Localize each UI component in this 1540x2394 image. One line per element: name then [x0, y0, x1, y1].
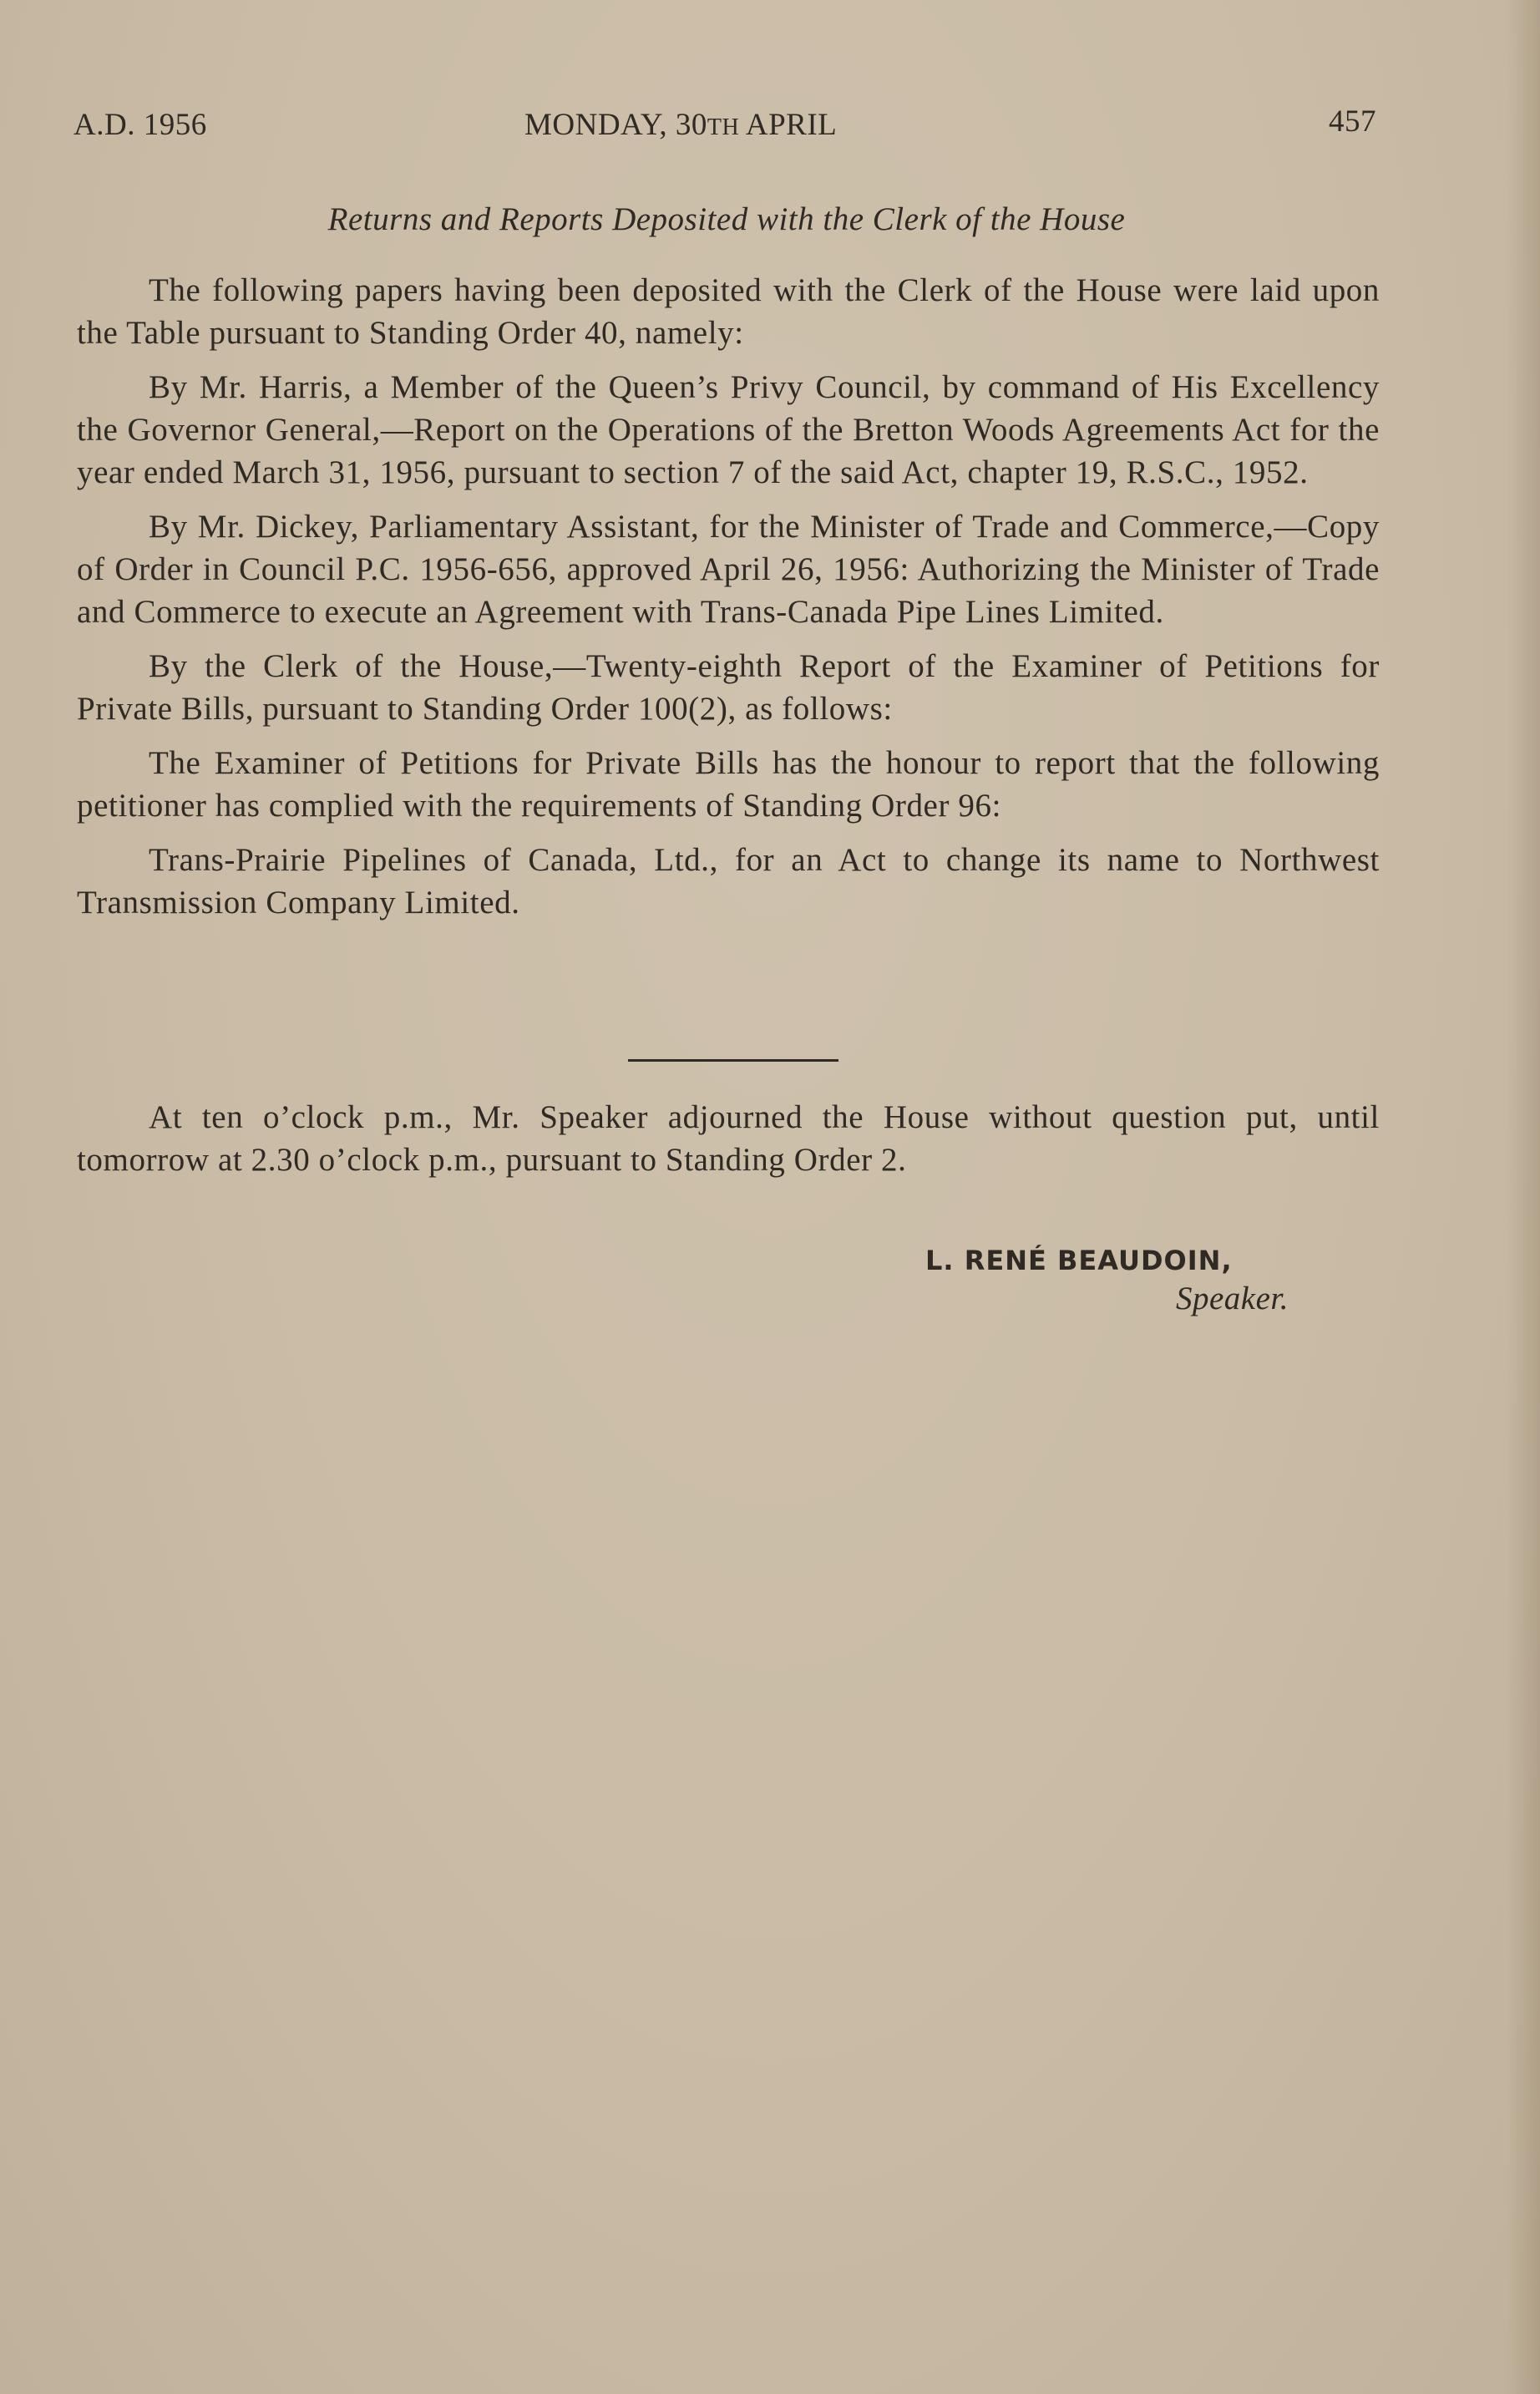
- running-head: [73, 104, 1376, 147]
- signature-title: Speaker.: [1176, 1281, 1289, 1316]
- section-title: Returns and Reports Deposited with the Clerk of the House: [327, 201, 1126, 237]
- body-text: [77, 269, 1380, 936]
- adjournment-text: At ten o’clock p.m., Mr. Speaker adjourned the House without question put, until tomorrow at 2.30 o’clock p.m., pursuant to Standing Order 2.: [77, 1099, 1380, 1178]
- header-date-month: APRIL: [739, 108, 838, 142]
- paragraph-dickey: By Mr. Dickey, Parliamentary Assistant, for the Minister of Trade and Commerce,—Copy of Order in Council P.C. 1956-656, approved April 26, 1956: Authorizing the Minister of Trade and Commerce to execute an Agreement with Trans-Canada Pipe Lines Limited.: [77, 509, 1380, 630]
- paragraph-clerk: By the Clerk of the House,—Twenty-eighth Report of the Examiner of Petitions for Private Bills, pursuant to Standing Order 100(2), as follows:: [77, 648, 1380, 727]
- paragraph-examiner: The Examiner of Petitions for Private Bills has the honour to report that the following petitioner has complied with the requirements of Standing Order 96:: [77, 745, 1380, 824]
- paragraph-harris: By Mr. Harris, a Member of the Queen’s Privy Council, by command of His Excellency the Governor General,—Report on the Operations of the Bretton Woods Agreements Act for the year ended March 31, 1956, pursuant to section 7 of the said Act, chapter 19, R.S.C., 1952.: [77, 369, 1380, 490]
- page-number: 457: [1329, 104, 1376, 139]
- signature-name: L. RENÉ BEAUDOIN,: [925, 1245, 1233, 1276]
- adjournment-block: [77, 1096, 1380, 1181]
- header-date-main: MONDAY, 30: [524, 108, 707, 142]
- paragraph-petitioner: Trans-Prairie Pipelines of Canada, Ltd., for an Act to change its name to Northwest Transmission Company Limited.: [77, 842, 1380, 921]
- header-year: A.D. 1956: [73, 108, 207, 142]
- header-date-suffix: TH: [707, 114, 740, 140]
- section-divider: [628, 1059, 838, 1062]
- header-date: [524, 107, 837, 143]
- paragraph-intro: The following papers having been deposited with the Clerk of the House were laid upon the Table pursuant to Standing Order 40, namely:: [77, 272, 1380, 351]
